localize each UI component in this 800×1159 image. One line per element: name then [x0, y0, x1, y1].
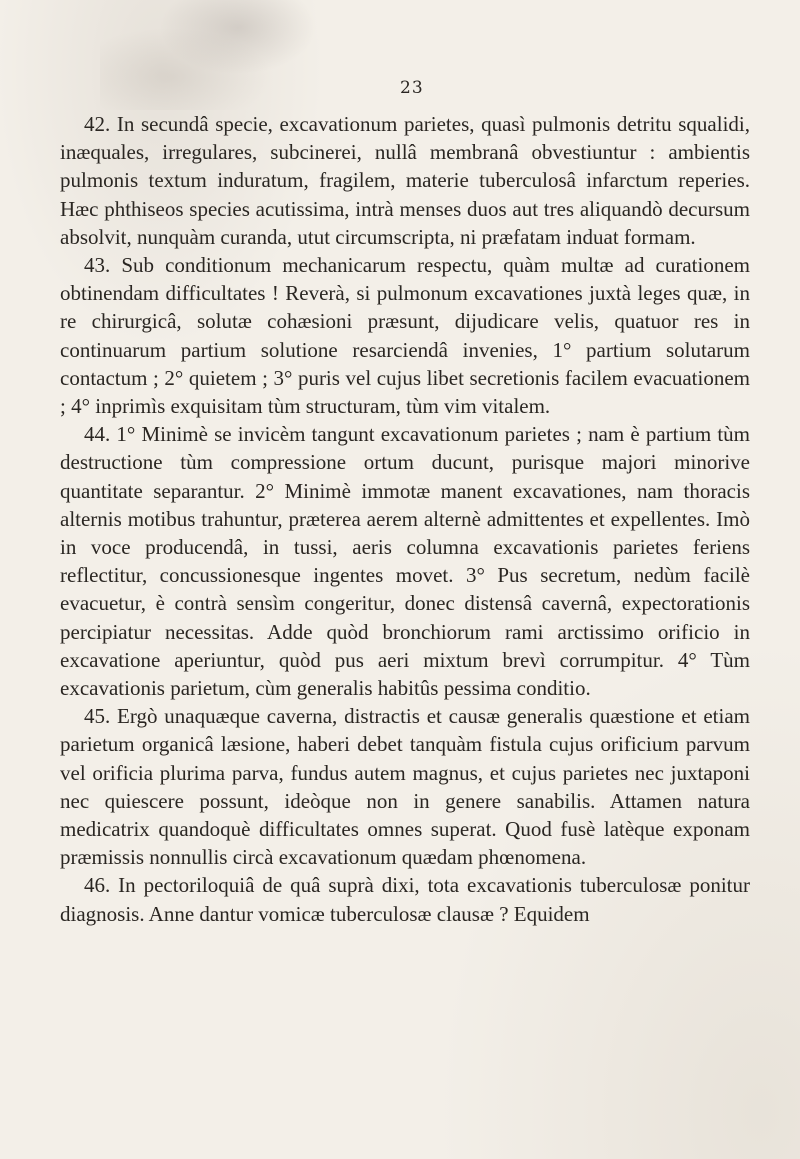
- paragraph-42: 42. In secundâ specie, excavationum parietes, quasì pulmonis detritu squalidi, inæquales, irregulares, subcinerei, nullâ membranâ obvestiuntur : ambientis pulmonis textum induratum, fragilem, materie tuberculosâ infarctum reperies. Hæc phthiseos species acutissima, intrà menses duos aut tres aliquandò decursum absolvit, nunquàm curanda, utut circumscripta, ni præfatam induat formam.: [60, 112, 750, 249]
- paragraph-44: 44. 1° Minimè se invicèm tangunt excavationum parietes ; nam è partium tùm destructione tùm compressione ortum ducunt, purisque majori minorive quantitate separantur. 2° Minimè immotæ manent excavationes, nam thoracis alternis motibus trahuntur, præterea aerem alternè admittentes et expellentes. Imò in voce producendâ, in tussi, aeris columna excavationis parietes feriens reflectitur, concussionesque ingentes movet. 3° Pus secretum, nedùm facilè evacuetur, è contrà sensìm congeritur, donec distensâ cavernâ, expectorationis percipiatur necessitas. Adde quòd bronchiorum rami arctissimo orificio in excavatione aperiuntur, quòd pus aeri mixtum brevì corrumpitur. 4° Tùm excavationis parietum, cùm generalis habitûs pessima conditio.: [60, 422, 750, 701]
- paragraph-45: 45. Ergò unaquæque caverna, distractis et causæ generalis quæstione et etiam parietum organicâ læsione, haberi debet tanquàm fistula cujus orificium parvum vel orificia plurima parva, fundus autem magnus, et cujus parietes nec juxtaponi nec quiescere possunt, ideòque non in genere sanabilis. Attamen natura medicatrix quandoquè difficultates omnes superat. Quod fusè latèque exponam præmissis nonnullis circà excavationum quædam phœnomena.: [60, 704, 750, 870]
- paragraph-46: 46. In pectoriloquiâ de quâ suprà dixi, tota excavationis tuberculosæ ponitur diagnosis. Anne dantur vomicæ tuberculosæ clausæ ? Equidem: [60, 873, 750, 926]
- body-text: [60, 110, 750, 928]
- paper-stain: [100, 0, 330, 110]
- page-number: 23: [400, 78, 424, 98]
- paragraph-43: 43. Sub conditionum mechanicarum respectu, quàm multæ ad curationem obtinendam difficultates ! Reverà, si pulmonum excavationes juxtà leges quæ, in re chirurgicâ, solutæ cohæsioni præsunt, dijudicare velis, quatuor res in continuarum partium solutione resarciendâ invenies, 1° partium solutarum contactum ; 2° quietem ; 3° puris vel cujus libet secretionis facilem evacuationem ; 4° inprimìs exquisitam tùm structuram, tùm vim vitalem.: [60, 253, 750, 419]
